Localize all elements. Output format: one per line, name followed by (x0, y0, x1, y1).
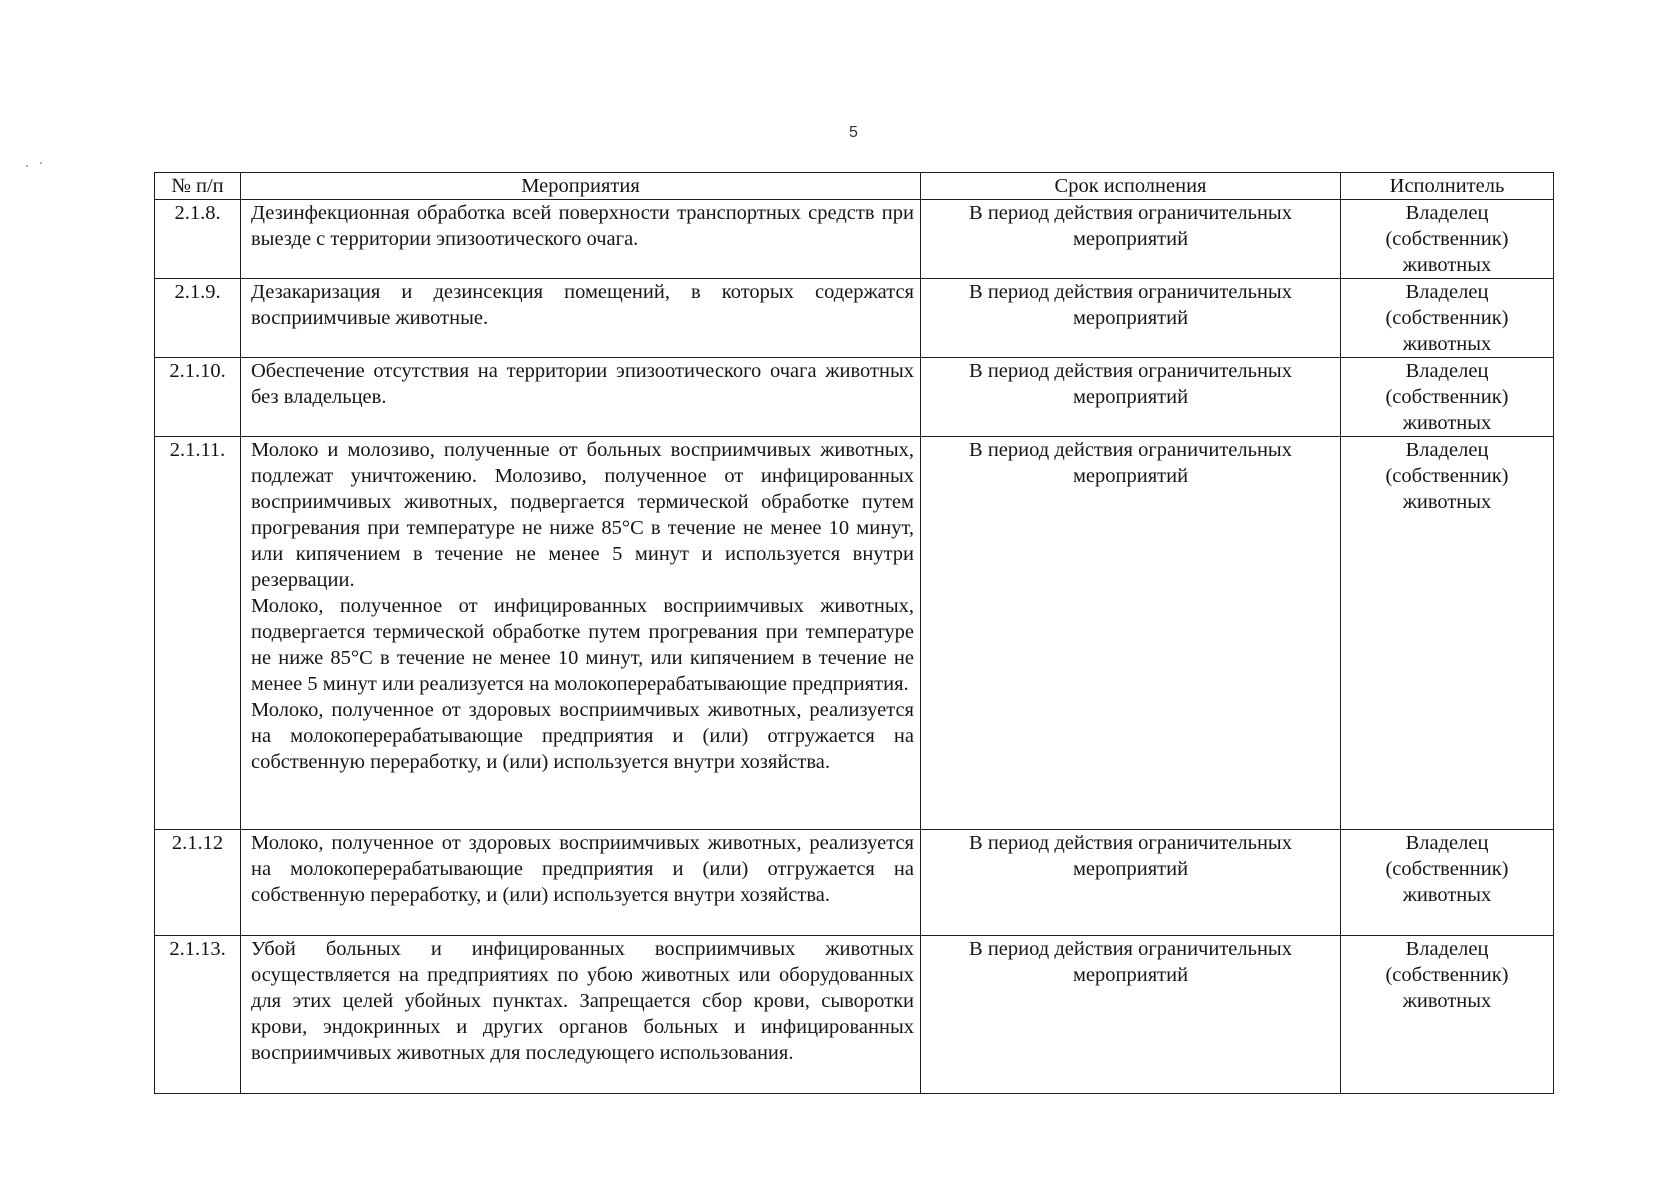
header-event: Мероприятия (241, 173, 921, 200)
executor-line: (собственник) (1385, 386, 1509, 408)
row-number: 2.1.11. (155, 437, 241, 830)
event-text (241, 200, 921, 279)
table-header-row (155, 173, 1554, 200)
term-line: мероприятий (1072, 307, 1189, 329)
event-paragraph: Молоко, полученное от здоровых восприимчивых животных, реализуется на молокоперерабатывающие предприятия и (или) отгружается на собственную переработку, и (или) используется внутри хозяйства. (251, 699, 914, 773)
event-paragraph: Молоко и молозиво, полученные от больных восприимчивых животных, подлежат уничтожению. Молозиво, полученное от инфицированных восприимчивых животных, подвергается термической обработке путем прогревания при температуре не ниже 85°С в течение не менее 10 минут, или кипячением в течение не менее 5 минут и используется внутри резервации. (251, 439, 914, 591)
executor-line: Владелец (1405, 439, 1489, 461)
term-line: В период действия ограничительных (969, 202, 1292, 224)
executor-text (1341, 200, 1554, 279)
term-line: мероприятий (1072, 465, 1189, 487)
row-number: 2.1.8. (155, 200, 241, 279)
header-num: № п/п (155, 173, 241, 200)
event-paragraph: Обеспечение отсутствия на территории эпизоотического очага животных без владельцев. (251, 360, 914, 408)
row-number: 2.1.9. (155, 279, 241, 358)
term-line: мероприятий (1072, 858, 1189, 880)
executor-line: (собственник) (1385, 465, 1509, 487)
executor-text (1341, 437, 1554, 830)
executor-text (1341, 279, 1554, 358)
executor-line: животных (1402, 990, 1492, 1012)
executor-line: животных (1402, 333, 1492, 355)
executor-text (1341, 830, 1554, 936)
page-number: 5 (849, 124, 858, 141)
event-text (241, 358, 921, 437)
row-number: 2.1.13. (155, 936, 241, 1094)
executor-line: животных (1402, 254, 1492, 276)
term-text (921, 358, 1341, 437)
table-body (155, 200, 1554, 1094)
table-row (155, 830, 1554, 936)
header-executor: Исполнитель (1341, 173, 1554, 200)
executor-text (1341, 936, 1554, 1094)
executor-line: (собственник) (1385, 964, 1509, 986)
executor-line: (собственник) (1385, 307, 1509, 329)
executor-line: Владелец (1405, 202, 1489, 224)
term-text (921, 200, 1341, 279)
term-line: мероприятий (1072, 964, 1189, 986)
term-line: В период действия ограничительных (969, 938, 1292, 960)
term-text (921, 437, 1341, 830)
row-number: 2.1.10. (155, 358, 241, 437)
header-term: Срок исполнения (921, 173, 1341, 200)
executor-line: животных (1402, 884, 1492, 906)
event-text (241, 279, 921, 358)
event-paragraph: Дезинфекционная обработка всей поверхности транспортных средств при выезде с территории эпизоотического очага. (251, 202, 914, 250)
table-row (155, 936, 1554, 1094)
table-row (155, 200, 1554, 279)
term-line: мероприятий (1072, 386, 1189, 408)
executor-line: Владелец (1405, 832, 1489, 854)
event-paragraph: Убой больных и инфицированных восприимчивых животных осуществляется на предприятиях по убою животных или оборудованных для этих целей убойных пунктах. Запрещается сбор крови, сыворотки крови, эндокринных и других органов больных и инфицированных восприимчивых животных для последующего использования. (251, 938, 914, 1064)
term-line: мероприятий (1072, 228, 1189, 250)
table-row (155, 279, 1554, 358)
term-text (921, 830, 1341, 936)
term-line: В период действия ограничительных (969, 832, 1292, 854)
term-line: В период действия ограничительных (969, 360, 1292, 382)
scan-artifact (40, 162, 42, 164)
executor-line: животных (1402, 491, 1492, 513)
event-text (241, 936, 921, 1094)
executor-line: животных (1402, 412, 1492, 434)
row-number: 2.1.12 (155, 830, 241, 936)
event-text (241, 830, 921, 936)
executor-line: Владелец (1405, 281, 1489, 303)
event-paragraph: Дезакаризация и дезинсекция помещений, в которых содержатся восприимчивые животные. (251, 281, 914, 329)
event-paragraph: Молоко, полученное от здоровых восприимчивых животных, реализуется на молокоперерабатывающие предприятия и (или) отгружается на собственную переработку, и (или) используется внутри хозяйства. (251, 832, 914, 906)
executor-line: Владелец (1405, 360, 1489, 382)
table-row (155, 437, 1554, 830)
measures-table (154, 172, 1554, 1094)
executor-line: (собственник) (1385, 858, 1509, 880)
event-text (241, 437, 921, 830)
term-line: В период действия ограничительных (969, 281, 1292, 303)
term-text (921, 936, 1341, 1094)
executor-line: Владелец (1405, 938, 1489, 960)
scan-artifact (26, 165, 28, 167)
executor-text (1341, 358, 1554, 437)
term-line: В период действия ограничительных (969, 439, 1292, 461)
term-text (921, 279, 1341, 358)
table-row (155, 358, 1554, 437)
event-paragraph: Молоко, полученное от инфицированных восприимчивых животных, подвергается термической обработке путем прогревания при температуре не ниже 85°С в течение не менее 10 минут, или кипячением в течение не менее 5 минут или реализуется на молокоперерабатывающие предприятия. (251, 595, 914, 695)
executor-line: (собственник) (1385, 228, 1509, 250)
